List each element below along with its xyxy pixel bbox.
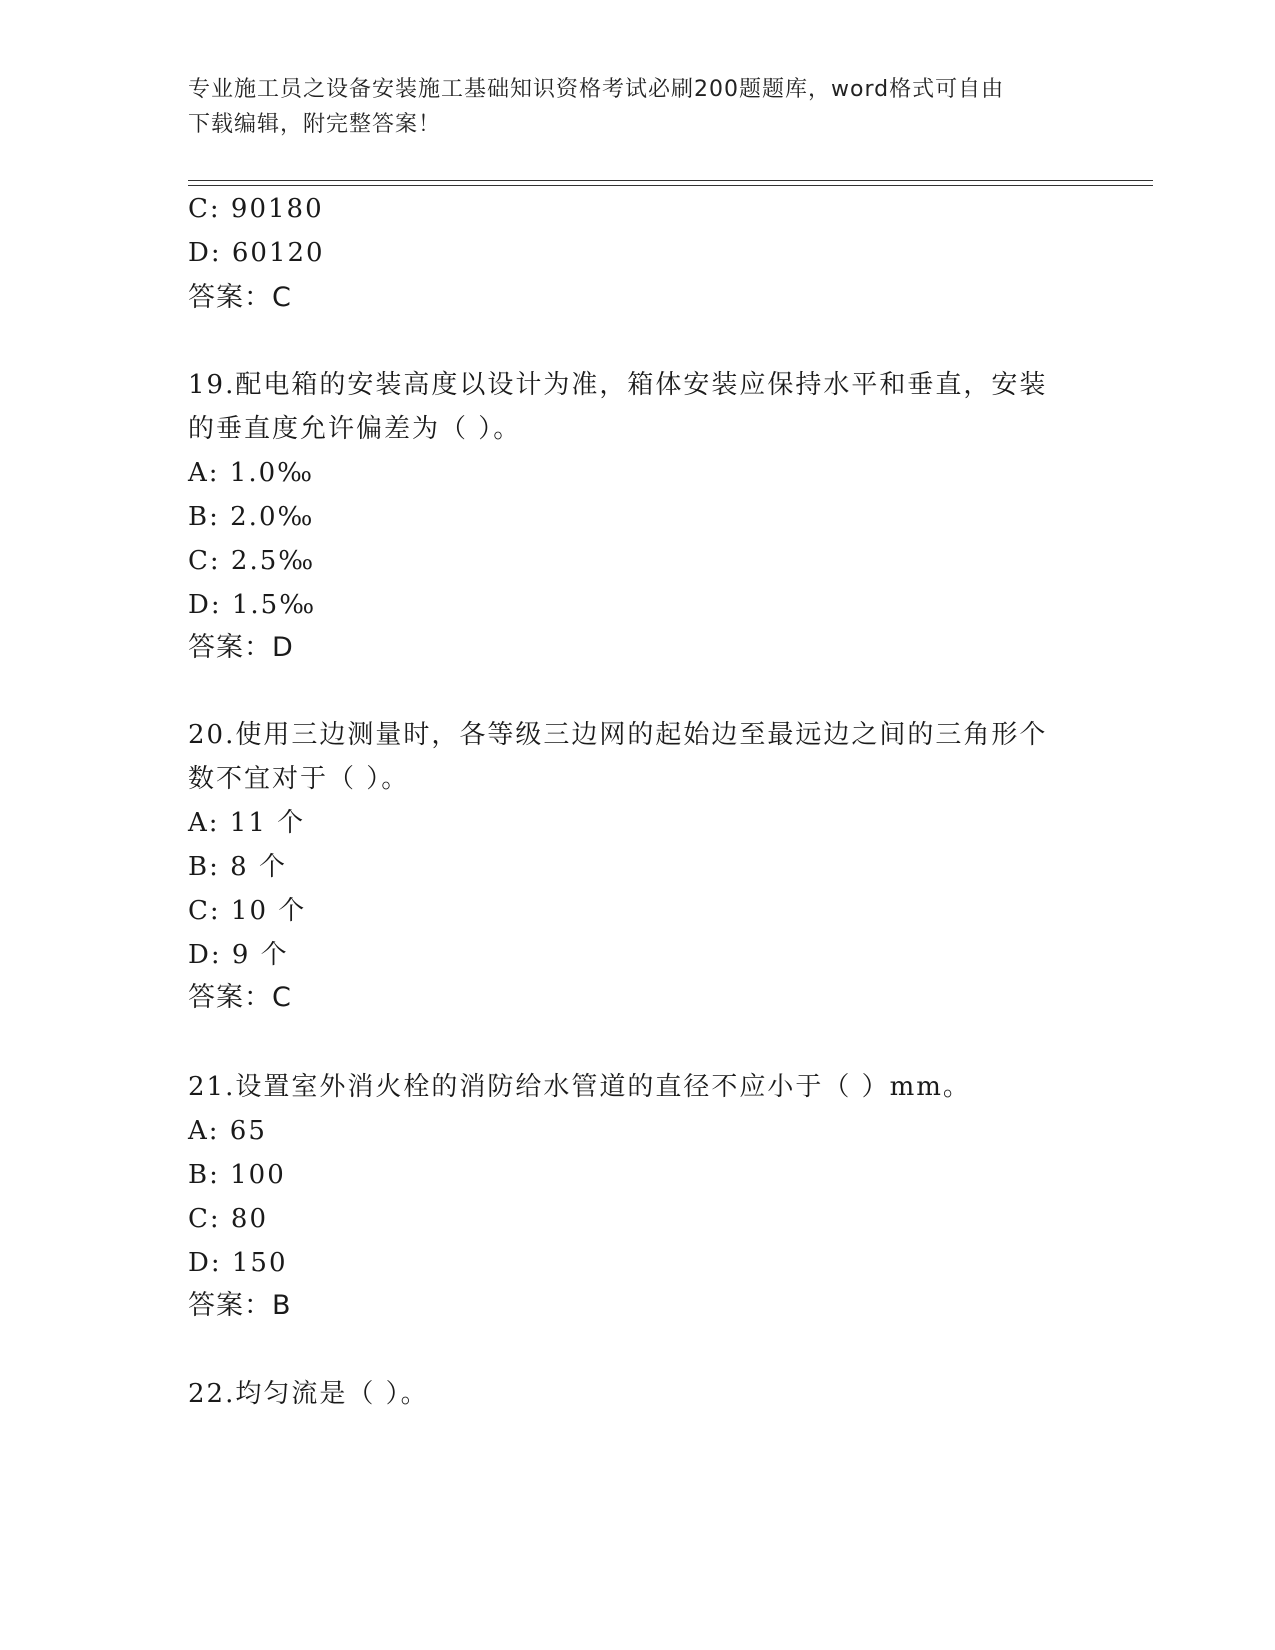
q20-option-a: A: 11 个 — [188, 808, 306, 838]
q19-option-d: D: 1.5‰ — [188, 590, 317, 620]
q20-text-line-2: 数不宜对于（ ）。 — [188, 764, 410, 794]
q21-option-b: B: 100 — [188, 1160, 286, 1190]
q20-text-line-1: 20.使用三边测量时，各等级三边网的起始边至最远边之间的三角形个 — [188, 720, 1048, 750]
q19-option-c: C: 2.5‰ — [188, 546, 316, 576]
prev-option-c: C: 90180 — [188, 194, 324, 224]
header-title-line-2: 下载编辑，附完整答案！ — [188, 112, 442, 137]
q20-option-d: D: 9 个 — [188, 940, 289, 970]
prev-option-d: D: 60120 — [188, 238, 325, 268]
q19-text-line-2: 的垂直度允许偏差为（ ）。 — [188, 414, 522, 444]
q20-answer: 答案：C — [188, 982, 292, 1013]
q21-option-c: C: 80 — [188, 1204, 269, 1234]
q21-option-d: D: 150 — [188, 1248, 288, 1278]
q20-option-b: B: 8 个 — [188, 852, 287, 882]
header-divider-top — [188, 180, 1153, 181]
q21-option-a: A: 65 — [188, 1116, 267, 1146]
q21-answer: 答案：B — [188, 1290, 292, 1321]
q20-option-c: C: 10 个 — [188, 896, 307, 926]
header-divider-bottom — [188, 185, 1153, 186]
q19-option-b: B: 2.0‰ — [188, 502, 315, 532]
prev-answer: 答案：C — [188, 282, 292, 313]
header-title-line-1: 专业施工员之设备安装施工基础知识资格考试必刷200题题库，word格式可自由 — [188, 77, 1005, 102]
q21-text-line-1: 21.设置室外消火栓的消防给水管道的直径不应小于（ ）mm。 — [188, 1072, 971, 1102]
q22-text-line-1: 22.均匀流是（ ）。 — [188, 1379, 429, 1409]
q19-option-a: A: 1.0‰ — [188, 458, 315, 488]
q19-answer: 答案：D — [188, 632, 294, 663]
q19-text-line-1: 19.配电箱的安装高度以设计为准，箱体安装应保持水平和垂直，安装 — [188, 370, 1048, 400]
document-header — [188, 72, 1088, 142]
